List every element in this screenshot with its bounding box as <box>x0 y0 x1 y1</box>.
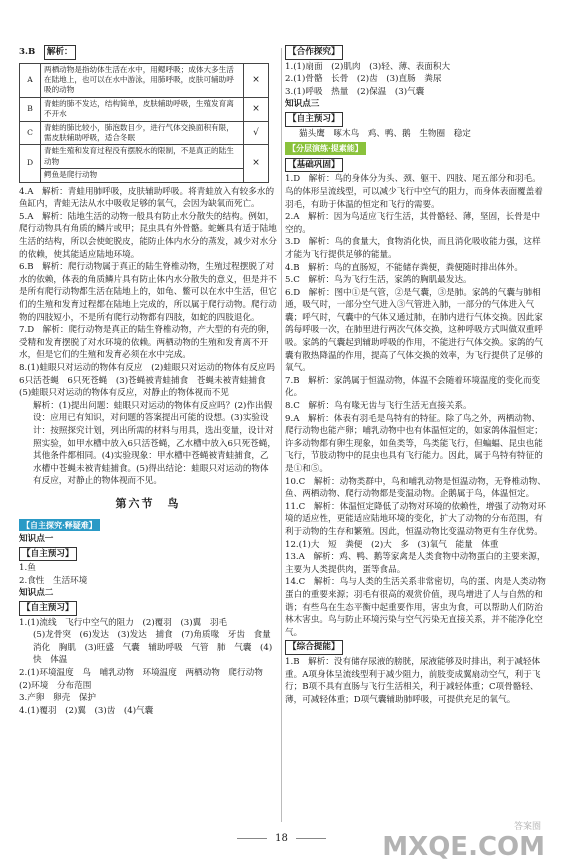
answer-q5: 5.A 解析：陆地生活的动物一般具有防止水分散失的结构。例如，爬行动物具有角质的鳞片或甲；昆虫具有外骨骼。蛇蜥具有适于陆地生活的结构，所以会使蛇脱皮，能防止体内水分的蒸发，减少对水分的依赖，使其能适应陆地环境。 <box>19 211 277 260</box>
left-column <box>19 44 284 717</box>
answer-r13: 13.A 解析：鸡、鸭、鹅等家禽是人类食物中动物蛋白的主要来源，主要为人类提供肉，蛋等食品。 <box>285 552 546 575</box>
answer-r11: 11.C 解析：体温恒定降低了动物对环境的依赖性，增强了动物对环境的适应性，更能适应陆地环境的变化，扩大了动物的分布范围，有利于动物的生存和繁殖。因此，恒温动物比变温动物更有生存优势。 <box>285 501 546 537</box>
answer-r8: 8.C 解析：鸟有喙无齿与飞行生活无直接关系。 <box>285 401 472 412</box>
section-tag-practice: 【分层演练·提素能】 <box>285 142 366 155</box>
list-item: 2.(1)环境温度 鸟 哺乳动物 环境温度 两栖动物 爬行动物 (2)环境 分布范围 <box>19 668 272 691</box>
basic-label: 【基础巩固】 <box>285 158 343 173</box>
list-item: 1.鱼 <box>19 563 36 574</box>
list-item: 4.(1)覆羽 (2)翼 (3)齿 (4)气囊 <box>19 705 154 716</box>
answer-r3: 3.D 解析：鸟的食量大，食物消化快，而且消化吸收能力强，这样才能为飞行提供足够的能量。 <box>285 237 541 260</box>
preview-label: 【自主预习】 <box>19 547 77 562</box>
list-item: 1.(1)扇面 (2)肌肉 (3)轻、薄、表面积大 <box>285 61 451 72</box>
answer-r7: 7.B 解析：家鸽属于恒温动物，体温不会随着环境温度的变化而变化。 <box>285 375 541 399</box>
q3-option-table <box>19 63 269 183</box>
answer-r10: 10.C 解析：动物类群中，鸟和哺乳动物是恒温动物，无脊椎动物、鱼、两栖动物、爬行动物都是变温动物。企鹅属于鸟，体温恒定。 <box>285 476 546 500</box>
right-column <box>285 44 547 706</box>
page-number: 18 <box>0 833 563 844</box>
answer-r14: 14.C 解析：鸟与人类的生活关系非常密切，鸟的蛋、肉是人类动物蛋白的重要来源；羽毛有很高的观赏价值，现鸟增进了人与自然的和谐；有些鸟在生态平衡中起重要作用，害虫为食，可以帮助人们防治林木害虫。鸟与防止环境污染与空气污染无直接关系，并不能净化空气。 <box>285 577 546 638</box>
knowledge-point-1: 知识点一 <box>19 534 54 545</box>
list-item: 猫头鹰 啄木鸟 鸡、鸭、鹅 生物圈 稳定 <box>299 128 471 139</box>
watermark-logo: MXQE.COM <box>382 832 545 862</box>
page-number-rule <box>237 838 267 839</box>
list-item: (5)龙骨突 (6)发达 (3)发达 捕食 (7)角质喙 牙齿 食量 消化 胸肌 (3)旺盛 气囊 辅助呼吸 气管 肺 气囊 (4)快 体温 <box>33 630 280 666</box>
section-tag-explore: 【自主探究·释疑难】 <box>19 519 100 532</box>
list-item: 3.(1)呼吸 热量 (2)保温 (3)气囊 <box>285 86 425 97</box>
section-title: 第六节 鸟 <box>115 496 181 510</box>
table-row: C 青蛙的肺比较小，肺泡数目少，进行气体交换面积有限，需皮肤辅助呼吸，适合冬眠 √ <box>20 121 269 145</box>
watermark-small: 答案圈 <box>513 822 541 832</box>
list-item: 2.(1)骨骼 长骨 (2)齿 (3)直肠 粪尿 <box>285 74 442 85</box>
answer-q8-analysis: 解析：(1)提出问题：蛙眼只对运动的物体有反应吗？(2)作出假设：应用已有知识，对问题的答案提出可能的设想。(3)实验设计：按照探究计划，列出所需的材料与用具，选出变量，设计对照实验，如甲水槽中放入6只活苍蝇，乙水槽中放入6只死苍蝇，其他条件都相同。(4)实验现象：甲水槽中苍蝇被青蛙捕食，乙水槽中苍蝇未被青蛙捕食。(5)得出结论：蛙眼只对运动的物体有反应，对静止的物体视而不见。 <box>33 400 276 487</box>
q3-heading: 3.B 解析： <box>19 44 277 61</box>
table-row: A 两栖动物是指幼体生活在水中，用鳃呼吸；成体大多生活在陆地上，也可以在水中游泳，用肺呼吸，皮肤可辅助呼吸的动物 × <box>20 63 269 97</box>
table-row: B 青蛙的肺不发达，结构简单，皮肤辅助呼吸，生殖发育离不开水 × <box>20 97 269 121</box>
answer-r12: 12.(1)大 短 粪便 (2)大 多 (3)氧气 能量 体重 <box>285 539 499 550</box>
answer-r4: 4.B 解析：鸟的直肠短，不能储存粪便，粪便随时排出体外。 <box>285 262 523 273</box>
page-number-rule <box>296 838 326 839</box>
column-divider <box>281 48 282 822</box>
knowledge-point-3: 知识点三 <box>285 99 320 110</box>
cooperation-label: 【合作探究】 <box>285 45 343 60</box>
knowledge-point-2: 知识点二 <box>19 588 54 599</box>
answer-q4: 4.A 解析：青蛙用肺呼吸，皮肤辅助呼吸。将青蛙放入有较多水的鱼缸内，青蛙无法从水中吸收足够的氧气，会因为缺氧而死亡。 <box>19 186 275 210</box>
list-item: 2.食性 生活环境 <box>19 575 88 586</box>
answer-q7: 7.D 解析：爬行动物是真正的陆生脊椎动物，产大型的有壳的卵，受精和发育摆脱了对水环境的依赖。两栖动物的生殖和发育离不开水，但是它们的生殖和发育必须在水中完成。 <box>19 325 275 361</box>
q3-analysis-label: 解析： <box>44 45 76 60</box>
answer-c1: 1.B 解析：没有储存尿液的膀胱，尿液能够及时排出，利于减轻体重。A项身体呈流线型利于减少阻力，前肢变成翼扇动空气，利于飞行；B项不具有直肠与飞行生活相关，利于减轻体重；C项骨骼轻、薄，可减轻体重；D项气囊辅助肺呼吸，可提供充足的氧气。 <box>285 656 541 705</box>
answer-r9: 9.A 解析：体表有羽毛是鸟特有的特征。除了鸟之外，两栖动物、爬行动物也能产卵；哺乳动物中也有体温恒定的，如家鸽体温恒定；许多动物都有卵生现象，如鱼类等，鸟类能飞行，但蝙蝠、昆虫也能飞行，节肢动物中的昆虫也具有飞行能力。因此，属于鸟特有特征的是①和⑤。 <box>285 413 543 474</box>
answer-r2: 2.A 解析：因为鸟适应飞行生活，其骨骼轻、薄，坚固，长骨是中空的。 <box>285 212 541 235</box>
table-row: D 青蛙生殖和发育过程没有摆脱水的限制，不是真正的陆生动物 × <box>20 145 269 169</box>
preview-label: 【自主预习】 <box>19 601 77 616</box>
answer-q6: 6.B 解析：爬行动物属于真正的陆生脊椎动物，生殖过程摆脱了对水的依赖，体表的角质鳞片具有防止体内水分散失的意义，但是并不是所有爬行动物都生活在陆地上的，如龟、鳖可以在水中生活，但它们的生殖和发育过程都在陆地上完成的，所以属于爬行动物。爬行动物的四肢短小，不是所有爬行动物都有四肢，如蛇的四肢退化。 <box>19 262 277 323</box>
list-item: 3.产卵 卵壳 保护 <box>19 693 96 704</box>
answer-q8: 8.(1)蛙眼只对运动的物体有反应 (2)蛙眼只对运动的物体有反应吗 6只活苍蝇 6只死苍蝇 (3)苍蝇被青蛙捕食 苍蝇未被青蛙捕食 (5)蛙眼只对运动的物体有反应，对静止的物体视而不见 <box>19 362 284 399</box>
answer-r5: 5.C 解析：鸟为飞行生活，家鸽的胸肌最发达。 <box>285 275 472 286</box>
list-item: 1.(1)流线 飞行中空气的阻力 (2)覆羽 (3)翼 羽毛 <box>19 617 228 628</box>
answer-r6: 6.D 解析：图中①是气管，②是气囊，③是肺。家鸽的气囊与肺相通，吸气时，一部分空气进入③气管进入肺，一部分的气体进入气囊；呼气时，气囊中的气体又通过肺，在肺内进行气体交换。因此家鸽每呼吸一次，在肺里进行两次气体交换，这种呼吸方式叫做双重呼吸。家鸽的气囊起到辅助呼吸的作用，不能进行气体交换。家鸽的气囊有散热降温的作用，提高了气体交换的效率，为飞行提供了足够的氧气。 <box>285 287 543 374</box>
table-row: 鳄鱼是爬行动物 <box>20 169 269 182</box>
comprehensive-label: 【综合提能】 <box>285 640 343 655</box>
preview-label: 【自主预习】 <box>285 112 343 127</box>
answer-r1: 1.D 解析：鸟的身体分为头、颈、躯干、四肢、尾五部分和羽毛。鸟的体形呈流线型，可以减少飞行中空气的阻力，而身体表面覆盖着羽毛，有助于体温的恒定和飞行的需要。 <box>285 174 543 210</box>
